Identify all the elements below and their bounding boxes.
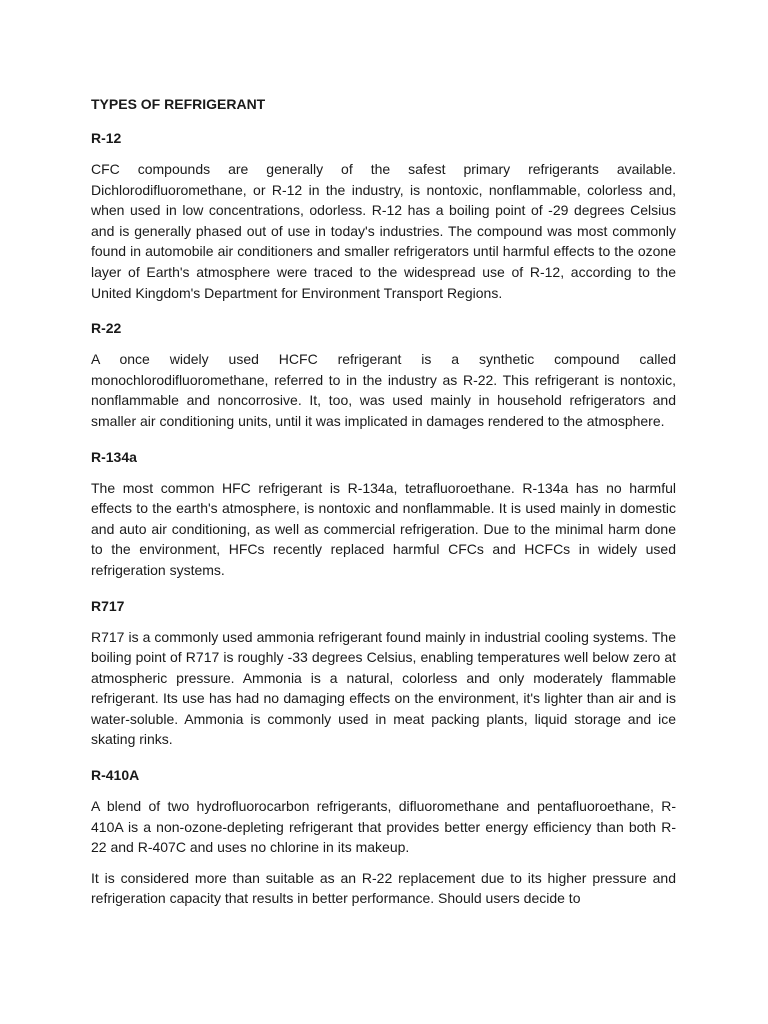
section-paragraph: The most common HFC refrigerant is R-134a, tetrafluoroethane. R-134a has no harmful effects to the earth's atmosphere, is nontoxic and nonflammable. It is used mainly in domestic and auto air conditioning, as well as commercial refrigeration. Due to the minimal harm done to the environment, HFCs recently replaced harmful CFCs and HCFCs in widely used refrigeration systems.	[91, 479, 676, 578]
document-title: TYPES OF REFRIGERANT	[91, 96, 266, 112]
section-paragraph: A once widely used HCFC refrigerant is a synthetic compound called monochlorodifluoromethane, referred to in the industry as R-22. This refrigerant is nontoxic, nonflammable and noncorrosive. It, too, was used mainly in household refrigerators and smaller air conditioning units, until it was implicated in damages rendered to the atmosphere.	[91, 351, 676, 429]
section-paragraph: It is considered more than suitable as an R-22 replacement due to its higher pressure and refrigeration capacity that results in better performance. Should users decide to	[91, 869, 676, 907]
section-r134a	[91, 448, 676, 581]
section-r12	[91, 129, 676, 303]
section-paragraph: CFC compounds are generally of the safest primary refrigerants available. Dichlorodifluoromethane, or R-12 in the industry, is nontoxic, nonflammable, colorless and, when used in low concentrations, odorless. R-12 has a boiling point of -29 degrees Celsius and is generally phased out of use in today's industries. The compound was most commonly found in automobile air conditioners and smaller refrigerators until harmful effects to the ozone layer of Earth's atmosphere were traced to the widespread use of R-12, according to the United Kingdom's Department for Environment Transport Regions.	[91, 161, 676, 301]
section-heading: R-22	[91, 320, 122, 337]
section-heading: R-12	[91, 130, 122, 146]
section-heading: R-410A	[91, 767, 140, 784]
section-r22	[91, 319, 676, 431]
section-paragraph: A blend of two hydrofluorocarbon refrigerants, difluoromethane and pentafluoroethane, R-410A is a non-ozone-depleting refrigerant that provides better energy efficiency than both R-22 and R-407C and uses no chlorine in its makeup.	[91, 798, 676, 856]
section-r410a	[91, 766, 676, 909]
section-paragraph: R717 is a commonly used ammonia refrigerant found mainly in industrial cooling systems. The boiling point of R717 is roughly -33 degrees Celsius, enabling temperatures well below zero at atmospheric pressure. Ammonia is a natural, colorless and only moderately flammable refrigerant. Its use has had no damaging effects on the environment, it's lighter than air and is water-soluble. Ammonia is commonly used in meat packing plants, liquid storage and ice skating rinks.	[91, 628, 676, 748]
section-r717	[91, 597, 676, 751]
section-heading: R717	[91, 597, 125, 614]
section-heading: R-134a	[91, 448, 137, 465]
